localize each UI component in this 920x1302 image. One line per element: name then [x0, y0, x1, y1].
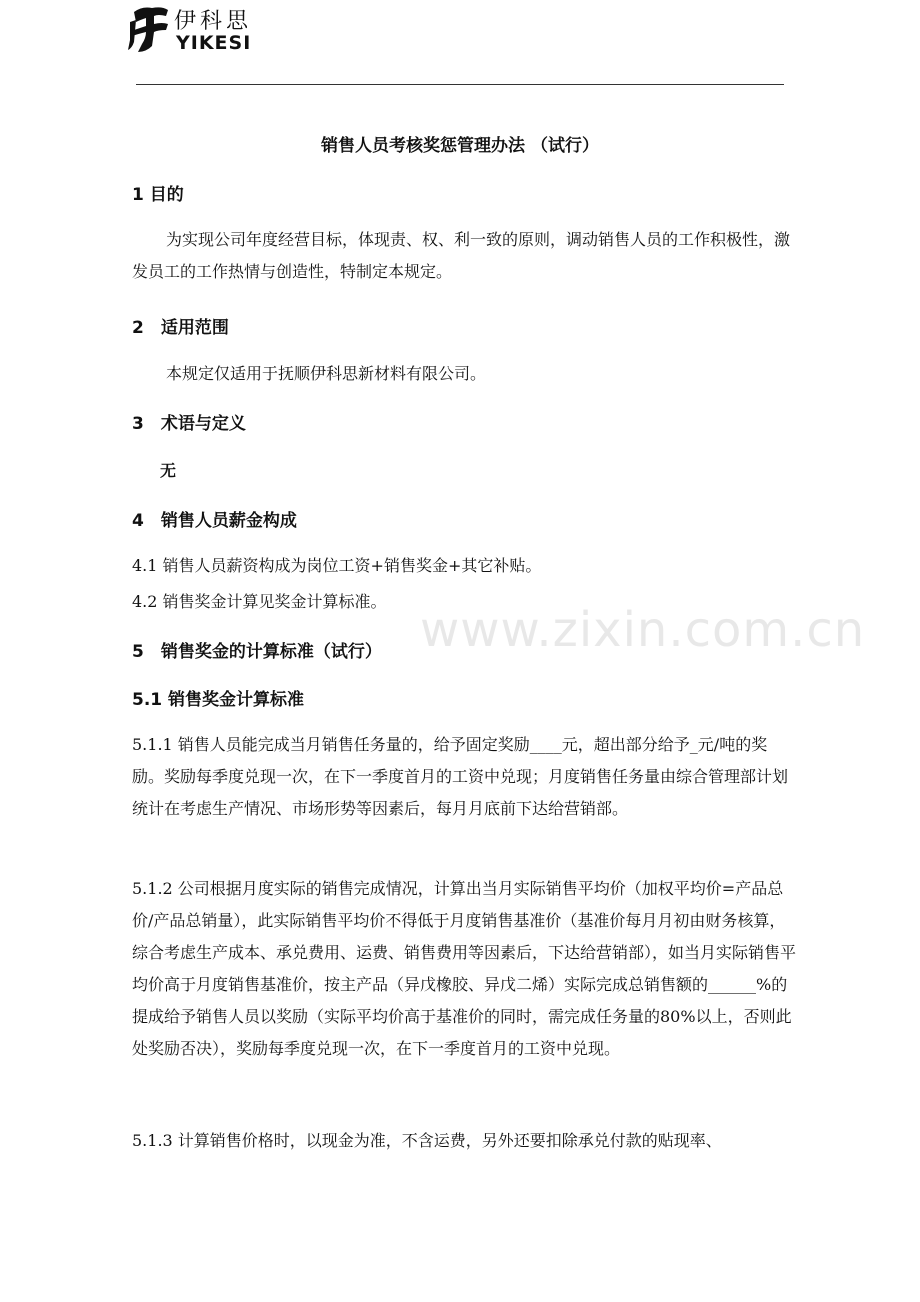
section-5-1-heading: 5.1 销售奖金计算标准	[132, 690, 305, 710]
header-rule	[136, 84, 784, 85]
section-5-heading: 5 销售奖金的计算标准（试行）	[132, 642, 382, 662]
section-2-text: 本规定仅适用于抚顺伊科思新材料有限公司。	[166, 364, 487, 383]
section-1-text: 为实现公司年度经营目标，体现责、权、利一致的原则，调动销售人员的工作积极性，激发员工的工作热情与创造性，特制定本规定。	[132, 230, 791, 281]
yi-brush-mark-icon	[128, 2, 170, 54]
section-3-heading: 3 术语与定义	[132, 414, 246, 434]
watermark: www.zixin.com.cn	[420, 602, 866, 658]
section-3-text: 无	[160, 461, 177, 480]
logo-chinese-text: 伊科思	[174, 9, 253, 34]
paragraph-5-1-1: 5.1.1 销售人员能完成当月销售任务量的，给予固定奖励____元，超出部分给予_元/吨的奖励。奖励每季度兑现一次，在下一季度首月的工资中兑现；月度销售任务量由综合管理部计划统计在考虑生产情况、市场形势等因素后，每月月底前下达给营销部。	[132, 735, 789, 818]
section-2-heading: 2 适用范围	[132, 318, 229, 338]
section-4-item: 4.1 销售人员薪资构成为岗位工资+销售奖金+其它补贴。	[132, 556, 542, 575]
section-4-item: 4.2 销售奖金计算见奖金计算标准。	[132, 592, 387, 611]
section-4-heading: 4 销售人员薪金构成	[132, 511, 297, 531]
paragraph-5-1-2: 5.1.2 公司根据月度实际的销售完成情况，计算出当月实际销售平均价（加权平均价=产品总价/产品总销量），此实际销售平均价不得低于月度销售基准价（基准价每月月初由财务核算，综合考虑生产成本、承兑费用、运费、销售费用等因素后，下达给营销部），如当月实际销售平均价高于月度销售基准价，按主产品（异戊橡胶、异戊二烯）实际完成总销售额的______%的提成给予销售人员以奖励（实际平均价高于基准价的同时，需完成任务量的80%以上，否则此处奖励否决），奖励每季度兑现一次，在下一季度首月的工资中兑现。	[132, 879, 797, 1058]
section-1-heading: 1 目的	[132, 185, 184, 205]
paragraph-5-1-3: 5.1.3 计算销售价格时，以现金为准，不含运费，另外还要扣除承兑付款的贴现率、	[132, 1131, 722, 1150]
company-logo	[128, 2, 278, 56]
logo-english-text: YIKESI	[176, 32, 252, 54]
document-title: 销售人员考核奖惩管理办法 （试行）	[321, 136, 599, 156]
